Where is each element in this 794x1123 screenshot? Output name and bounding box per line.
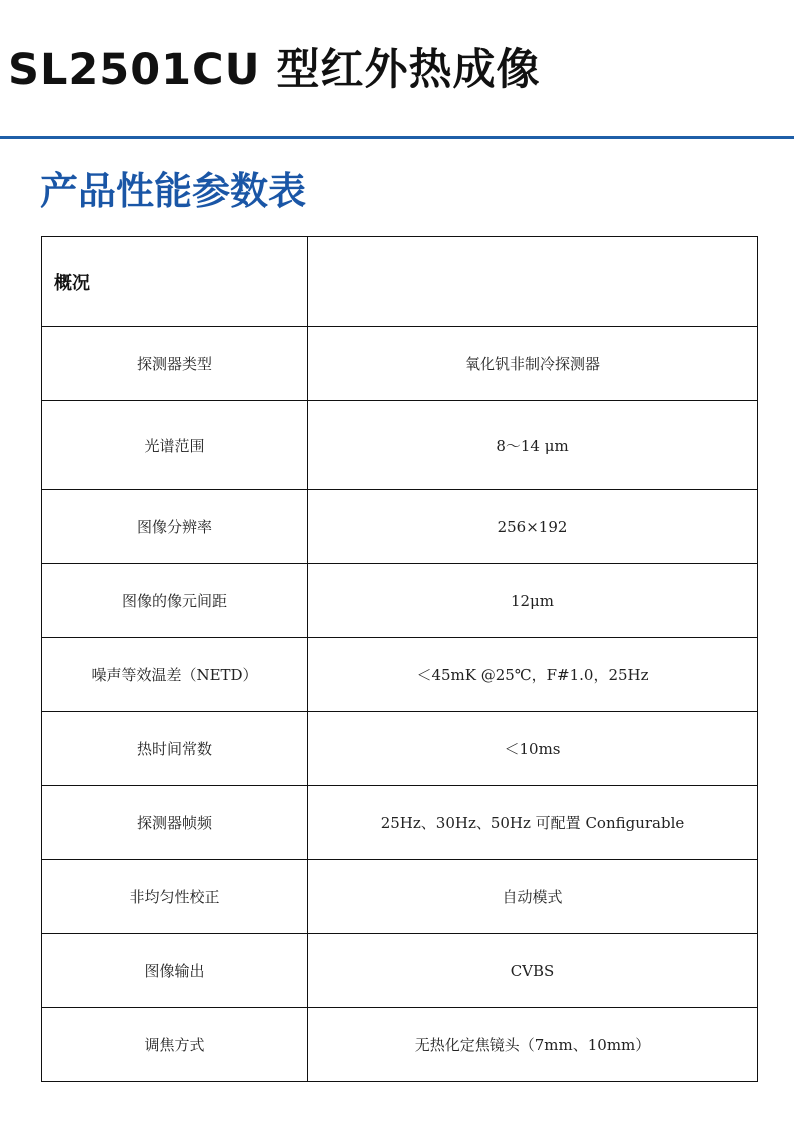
table-row — [42, 401, 758, 490]
spec-value: ＜45mK @25℃，F#1.0，25Hz — [308, 638, 758, 712]
spec-value: 自动模式 — [308, 860, 758, 934]
spec-value: 8～14 μm — [308, 401, 758, 490]
spec-value: 256×192 — [308, 490, 758, 564]
table-row — [42, 1008, 758, 1082]
spec-label: 探测器帧频 — [42, 786, 308, 860]
spec-label: 图像分辨率 — [42, 490, 308, 564]
spec-value: 氧化钒非制冷探测器 — [308, 327, 758, 401]
table-row — [42, 327, 758, 401]
group-value — [308, 237, 758, 327]
spec-label: 探测器类型 — [42, 327, 308, 401]
spec-table — [41, 236, 758, 1082]
table-row — [42, 860, 758, 934]
title-divider — [0, 136, 794, 139]
document-title: SL2501CU 型红外热成像 — [8, 45, 541, 95]
table-row — [42, 786, 758, 860]
table-group-row — [42, 237, 758, 327]
table-row — [42, 934, 758, 1008]
spec-value: ＜10ms — [308, 712, 758, 786]
table-row — [42, 712, 758, 786]
table-row — [42, 638, 758, 712]
section-heading: 产品性能参数表 — [40, 169, 307, 213]
table-row — [42, 564, 758, 638]
spec-value: 无热化定焦镜头（7mm、10mm） — [308, 1008, 758, 1082]
spec-label: 调焦方式 — [42, 1008, 308, 1082]
spec-value: 12μm — [308, 564, 758, 638]
spec-label: 图像的像元间距 — [42, 564, 308, 638]
spec-label: 噪声等效温差（NETD） — [42, 638, 308, 712]
spec-label: 光谱范围 — [42, 401, 308, 490]
group-label: 概况 — [42, 237, 308, 327]
spec-value: CVBS — [308, 934, 758, 1008]
table-row — [42, 490, 758, 564]
spec-value: 25Hz、30Hz、50Hz 可配置 Configurable — [308, 786, 758, 860]
spec-label: 非均匀性校正 — [42, 860, 308, 934]
spec-label: 图像输出 — [42, 934, 308, 1008]
spec-label: 热时间常数 — [42, 712, 308, 786]
